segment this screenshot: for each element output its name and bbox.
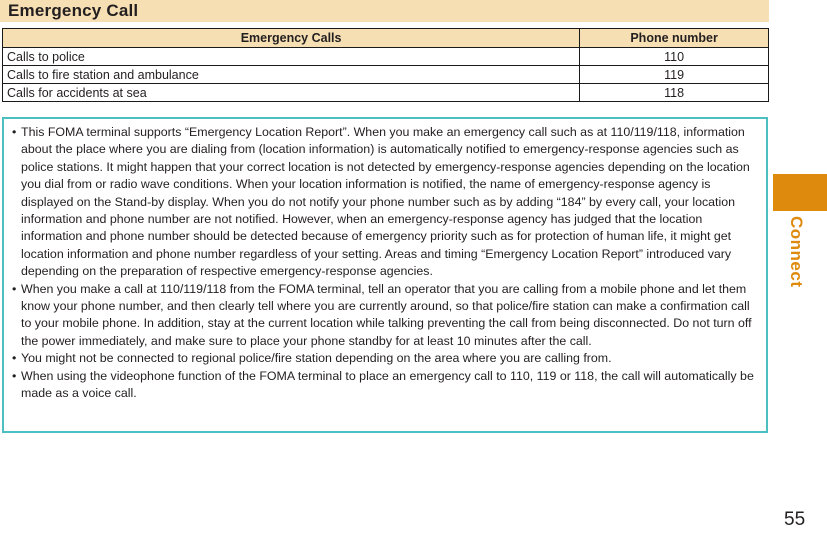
- table-row: [3, 48, 769, 66]
- bullet-marker: •: [12, 368, 17, 383]
- phone-number-cell: 118: [580, 84, 769, 102]
- chapter-tab: [773, 174, 827, 211]
- note-bullet: [12, 124, 760, 281]
- phone-number-cell: 110: [580, 48, 769, 66]
- notes-box: [2, 117, 768, 433]
- emergency-numbers-table: [2, 28, 769, 102]
- note-text: You might not be connected to regional police/fire station depending on the area where you are calling from.: [21, 351, 612, 366]
- bullet-marker: •: [12, 125, 17, 139]
- note-bullet: [12, 350, 760, 367]
- note-text: This FOMA terminal supports “Emergency Location Report”. When you make an emergency call such as at 110/119/118, information about the place where you are dialing from (location information) is automatically notified to emergency-response agencies such as police stations. It might happen that your correct location is not detected by emergency-response agencies depending on the location you dial from or radio wave conditions. When your location information is notified, the name of emergency-response agency is displayed on the Stand-by display. When you do not notify your phone number such as by adding “184” by every call, your location information and phone number are not notified. However, when an emergency-response agency has judged that the location information and phone number should be detected because of emergency priority such as for protection of human life, it might get location information and phone number regardless of your setting. Areas and timing “Emergency Location Report” introduced vary depending on the preparation of respective emergency-response agencies.: [21, 125, 750, 279]
- chapter-tab-label: Connect: [787, 216, 806, 288]
- bullet-marker: •: [12, 351, 17, 366]
- note-text: When using the videophone function of the FOMA terminal to place an emergency call to 110, 119 or 118, the call will automatically be made as a voice call.: [21, 368, 754, 401]
- note-bullet: [12, 281, 760, 351]
- table-row: [3, 84, 769, 102]
- note-text: When you make a call at 110/119/118 from the FOMA terminal, tell an operator that you are calling from a mobile phone and let them know your phone number, and then clearly tell where you are currently around, so that police/fire station can make a confirmation call to your mobile phone. In addition, stay at the current location while talking preventing the call from being disconnected. Do not turn off the power immediately, and make sure to place your phone standby for at least 10 minutes after the call.: [21, 281, 752, 348]
- page-number: 55: [784, 509, 806, 530]
- table-header-row: [3, 29, 769, 48]
- phone-number-cell: 119: [580, 66, 769, 84]
- note-bullet: [12, 368, 760, 403]
- page-title: Emergency Call: [8, 1, 139, 20]
- call-type-cell: Calls to fire station and ambulance: [3, 66, 580, 84]
- section-title-bar: [0, 0, 769, 22]
- column-header-phone-number: Phone number: [580, 29, 769, 48]
- bullet-marker: •: [12, 281, 17, 296]
- column-header-emergency-calls: Emergency Calls: [3, 29, 580, 48]
- call-type-cell: Calls for accidents at sea: [3, 84, 580, 102]
- table-row: [3, 66, 769, 84]
- call-type-cell: Calls to police: [3, 48, 580, 66]
